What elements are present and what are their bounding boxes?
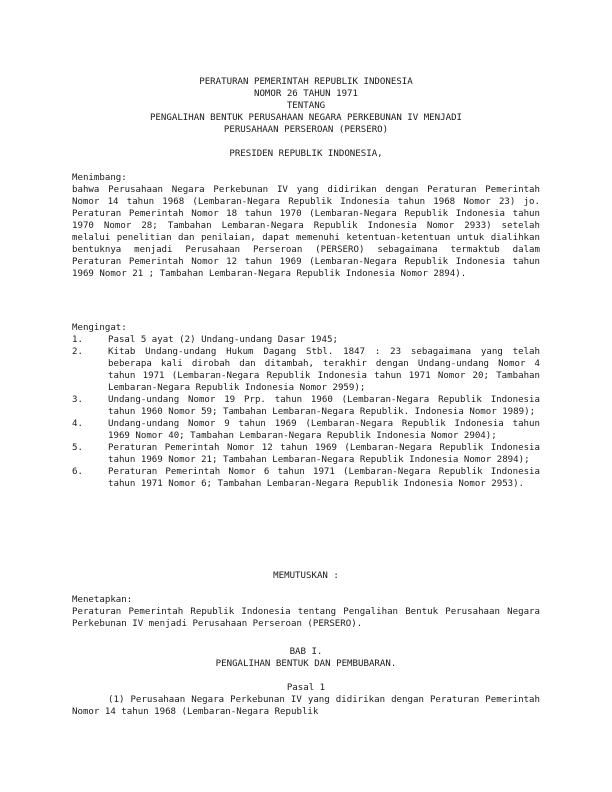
decision-heading-block [72,570,540,582]
regulation-title-line1: PERATURAN PEMERINTAH REPUBLIK INDONESIA [199,77,413,87]
recalling-label: Mengingat: [72,323,127,333]
list-item-marker: 5. [72,443,83,453]
chapter-title: PENGALIHAN BENTUK DAN PEMBUBARAN. [215,659,397,669]
article-heading: Pasal 1 [286,683,326,693]
recalling-list [72,334,546,490]
regulation-tentang-label: TENTANG [286,101,326,111]
list-item-marker: 2. [72,347,83,357]
considering-section [72,172,546,280]
regulation-subject-line2: PERUSAHAAN PERSEROAN (PERSERO) [223,125,389,135]
issuing-authority [72,148,540,160]
article-paragraph-1: (1) Perusahaan Negara Perkebunan IV yang didirikan dengan Peraturan Pemerintah Nomor 14 tahun 1968 (Lembaran-Negara Republik [72,695,546,717]
list-item [72,466,546,490]
decision-section [72,594,546,630]
list-item-text: Peraturan Pemerintah Nomor 6 tahun 1971 (Lembaran-Negara Republik Indonesia tahun 1971 Nomor 6; Tambahan Lembaran-Negara Republik Indonesia Nomor 2953). [108,467,546,489]
list-item-marker: 4. [72,419,83,429]
stipulating-text: Peraturan Pemerintah Republik Indonesia tentang Pengalihan Bentuk Perusahaan Negara Perkebunan IV menjadi Perusahaan Perseroan (PERSERO). [72,607,546,629]
recalling-section [72,322,546,490]
list-item-marker: 1. [72,335,83,345]
list-item-marker: 3. [72,395,83,405]
regulation-subject-line1: PENGALIHAN BENTUK PERUSAHAAN NEGARA PERKEBUNAN IV MENJADI [149,113,463,123]
list-item-text: Pasal 5 ayat (2) Undang-undang Dasar 1945; [108,335,338,345]
chapter-number: BAB I. [289,647,323,657]
list-item [72,442,546,466]
list-item-text: Kitab Undang-undang Hukum Dagang Stbl. 1847 : 23 sebagaimana yang telah beberapa kali dirobah dan ditambah, terakhir dengan Undang-undang Nomor 4 tahun 1971 (Lembaran-Negara Republik Indonesia tahun 1971 Nomor 20; Tambahan Lembaran-Negara Republik Indonesia Nomor 2959); [108,347,546,393]
list-item-marker: 6. [72,467,83,477]
stipulating-label: Menetapkan: [72,595,133,605]
considering-label: Menimbang: [72,173,127,183]
list-item [72,334,540,346]
regulation-number: NOMOR 26 TAHUN 1971 [253,89,359,99]
list-item-text: Undang-undang Nomor 19 Prp. tahun 1960 (Lembaran-Negara Republik Indonesia tahun 1960 Nomor 59; Tambahan Lembaran-Negara Republik. Indonesia Nomor 1989); [108,395,546,417]
list-item-text: Undang-undang Nomor 9 tahun 1969 (Lembaran-Negara Republik Indonesia tahun 1969 Nomor 40; Tambahan Lembaran-Negara Republik Indonesia Nomor 2904); [108,419,546,441]
article-block [72,682,546,718]
list-item [72,394,546,418]
considering-text: bahwa Perusahaan Negara Perkebunan IV yang didirikan dengan Peraturan Pemerintah Nomor 14 tahun 1968 (Lembaran-Negara Republik Indonesia tahun 1968 Nomor 23) jo. Peraturan Pemerintah Nomor 18 tahun 1970 (Lembaran-Negara Republik Indonesia tahun 1970 Nomor 28; Tambahan Lembaran-Negara Republik Indonesia Nomor 2933) setelah melalui penelitian dan penilaian, dapat memenuhi ketentuan-ketentuan untuk dialihkan bentuknya menjadi Perusahaan Perseroan (PERSERO) sebagaimana termaktub dalam Peraturan Pemerintah Nomor 12 tahun 1969 (Lembaran-Negara Republik Indonesia tahun 1969 Nomor 21 ; Tambahan Lembaran-Negara Republik Indonesia Nomor 2894). [72,185,546,279]
title-block [72,76,540,136]
decision-heading: MEMUTUSKAN : [273,571,339,581]
authority-label: PRESIDEN REPUBLIK INDONESIA, [229,149,383,159]
chapter-block [72,646,540,670]
list-item-text: Peraturan Pemerintah Nomor 12 tahun 1969 (Lembaran-Negara Republik Indonesia tahun 1969 Nomor 21; Tambahan Lembaran-Negara Republik Indonesia Nomor 2894); [108,443,546,465]
list-item [72,418,546,442]
list-item [72,346,546,394]
